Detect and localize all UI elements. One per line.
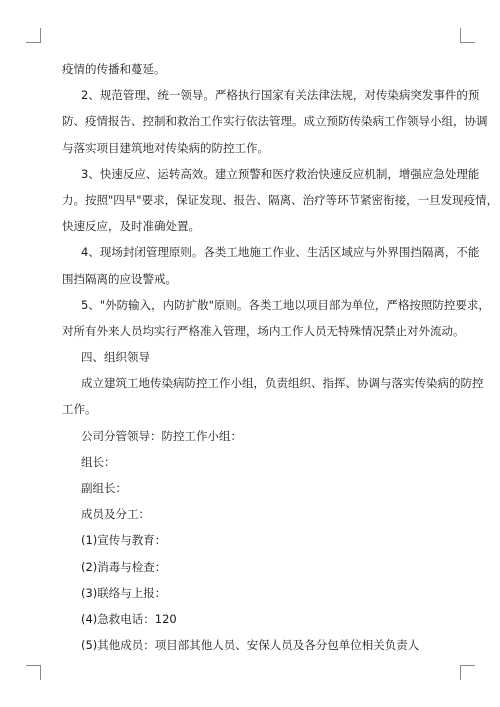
text-line: 疫情的传播和蔓延。 bbox=[62, 62, 166, 76]
text-line: 成员及分工： bbox=[81, 507, 150, 522]
text-line: 成立建筑工地传染病防控工作小组，负责组织、指挥、协调与落实传染病的防控 bbox=[81, 376, 484, 391]
text-line: (3)联络与上报： bbox=[81, 585, 167, 600]
text-line: (5)其他成员：项目部其他人员、安保人员及各分包单位相关负责人 bbox=[81, 638, 420, 653]
text-line: 组长： bbox=[81, 454, 116, 469]
document-body bbox=[62, 62, 499, 664]
crop-mark-top-left bbox=[26, 28, 41, 43]
text-line: (1)宣传与教育： bbox=[81, 533, 167, 548]
text-line: 对所有外来人员均实行严格准入管理，场内工作人员无特殊情况禁止对外流动。 bbox=[62, 323, 465, 338]
text-line: 与落实项目建筑地对传染病的防控工作。 bbox=[62, 140, 269, 155]
text-line: 防、疫情报告、控制和救治工作实行依法管理。成立预防传染病工作领导小组，协调 bbox=[62, 114, 488, 129]
text-line: 4、现场封闭管理原则。各类工地施工作业、生活区域应与外界围挡隔离，不能 bbox=[81, 245, 480, 260]
text-line: (4)急救电话：120 bbox=[81, 611, 177, 626]
crop-mark-top-right bbox=[460, 28, 475, 43]
text-line: 围挡隔离的应设警戒。 bbox=[62, 271, 177, 286]
text-line: 2、规范管理、统一领导。严格执行国家有关法律法规，对传染病突发事件的预 bbox=[81, 88, 480, 103]
crop-mark-bottom-left bbox=[26, 665, 41, 680]
text-line: 副组长： bbox=[81, 481, 127, 495]
crop-mark-bottom-right bbox=[460, 665, 475, 680]
text-line: 3、快速反应、运转高效。建立预警和医疗救治快速反应机制，增强应急处理能 bbox=[81, 166, 480, 181]
text-line: 5、"外防输入，内防扩散"原则。各类工地以项目部为单位，严格按照防控要求， bbox=[81, 297, 490, 312]
text-line: 快速反应，及时准确处置。 bbox=[62, 219, 200, 234]
text-line: 工作。 bbox=[62, 402, 97, 417]
text-line: 力。按照"四早"要求，保证发现、报告、隔离、治疗等环节紧密衔接，一旦发现疫情， bbox=[62, 192, 499, 207]
text-line: (2)消毒与检查： bbox=[81, 559, 167, 574]
text-line: 四、组织领导 bbox=[81, 350, 150, 365]
text-line: 公司分管领导：防控工作小组： bbox=[81, 428, 242, 443]
